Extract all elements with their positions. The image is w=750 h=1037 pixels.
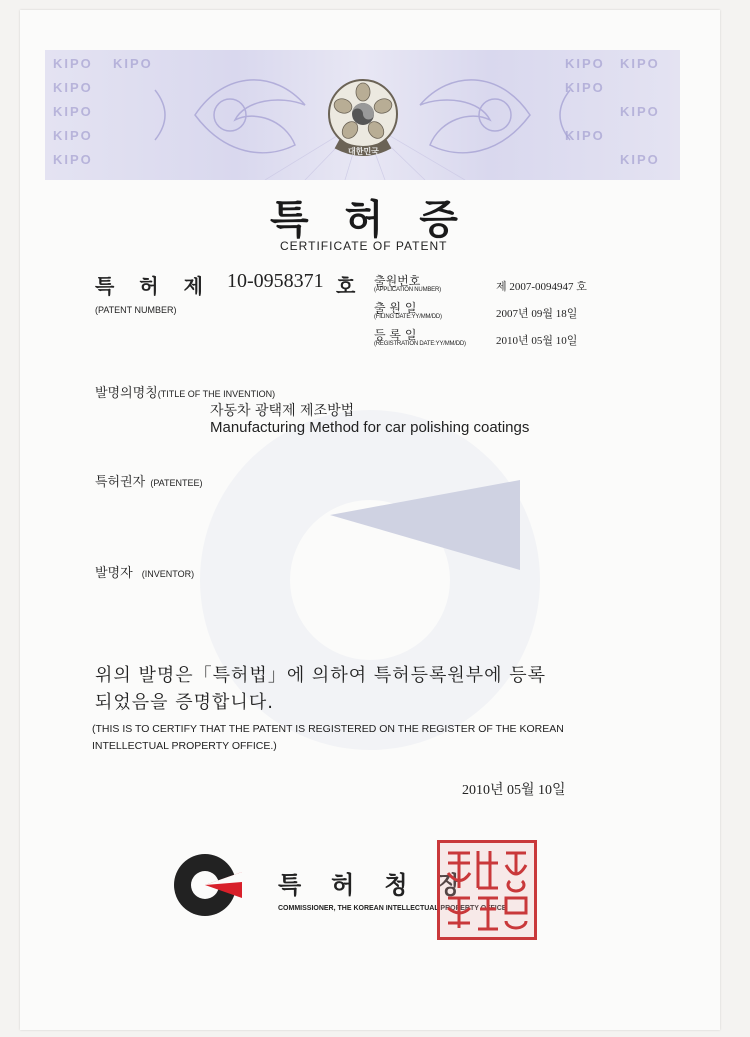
watermark-text: KIPO: [53, 80, 93, 95]
patentee-label-kr: 특허권자: [95, 475, 146, 490]
watermark-text: KIPO: [565, 128, 605, 143]
patentee-field: [95, 471, 203, 490]
registration-date-label-en: (REGISTRATION DATE:YY/MM/DD): [374, 341, 466, 347]
certificate-title-en: CERTIFICATE OF PATENT: [280, 239, 448, 253]
certification-line-en: (THIS IS TO CERTIFY THAT THE PATENT IS REGISTERED ON THE REGISTER OF THE KOREAN: [92, 723, 564, 735]
commissioner-title-en: COMMISSIONER, THE KOREAN INTELLECTUAL PROPERTY OFFICE: [278, 905, 507, 912]
watermark-text: KIPO: [53, 128, 93, 143]
official-seal: [437, 840, 537, 940]
application-number-label-kr: 출원번호: [374, 274, 421, 288]
filing-date-label-kr: 출 원 일: [374, 301, 417, 315]
invention-title-label-kr: 발명의명칭: [95, 386, 158, 401]
registration-date-value: 2010년 05월 10일: [496, 335, 578, 347]
patent-number-label-char: 특: [95, 274, 115, 298]
patent-number-label-char: 허: [139, 274, 159, 298]
invention-title-field: [95, 382, 275, 401]
commissioner-title-kr: 특허청장: [278, 871, 491, 899]
certificate-title-kr: 특허증: [270, 197, 494, 243]
watermark-text: KIPO: [620, 152, 660, 167]
registration-date-label-kr: 등 록 일: [374, 328, 417, 342]
registration-date-label: [374, 330, 466, 347]
application-number-label-en: (APPLICATION NUMBER): [374, 287, 441, 293]
patent-number-value: 10-0958371: [227, 270, 324, 292]
issue-date: 2010년 05월 10일: [462, 783, 566, 798]
application-number-label: [374, 276, 441, 293]
filing-date-value: 2007년 09월 18일: [496, 308, 578, 320]
invention-title-label-en: (TITLE OF THE INVENTION): [157, 389, 276, 399]
inventor-field: [95, 562, 194, 581]
watermark-text: KIPO: [113, 56, 153, 71]
watermark-text: KIPO: [620, 56, 660, 71]
watermark-text: KIPO: [565, 56, 605, 71]
certification-line-en: INTELLECTUAL PROPERTY OFFICE.): [92, 740, 277, 752]
inventor-label-en: (INVENTOR): [141, 569, 195, 579]
patent-number-label-en: (PATENT NUMBER): [95, 305, 177, 315]
patentee-label-en: (PATENTEE): [150, 478, 203, 488]
watermark-text: KIPO: [620, 104, 660, 119]
inventor-label-kr: 발명자: [95, 566, 133, 581]
header-banner: [45, 50, 680, 180]
emblem-ribbon-text: 대한민국: [348, 147, 379, 156]
certification-statement-en: [92, 721, 564, 755]
certification-statement-kr: [95, 662, 546, 716]
filing-date-label-en: (FILING DATE:YY/MM/DD): [374, 314, 442, 320]
patent-number-suffix: 호: [336, 274, 356, 298]
watermark-text: KIPO: [53, 104, 93, 119]
certification-line-kr: 되었음을 증명합니다.: [95, 692, 274, 713]
watermark-text: KIPO: [53, 56, 93, 71]
invention-title-kr: 자동차 광택제 제조방법: [210, 403, 355, 419]
application-number-value: 제 2007-0094947 호: [496, 281, 587, 293]
invention-title-en: Manufacturing Method for car polishing coatings: [210, 419, 530, 436]
kipo-logo-icon: [172, 852, 244, 918]
watermark-text: KIPO: [53, 152, 93, 167]
watermark-text: KIPO: [565, 80, 605, 95]
certification-line-kr: 위의 발명은「특허법」에 의하여 특허등록원부에 등록: [95, 665, 547, 686]
patent-number-label: [95, 270, 221, 299]
seal-pattern-icon: [440, 843, 534, 937]
patent-number-label-char: 제: [183, 274, 203, 298]
filing-date-label: [374, 303, 442, 320]
